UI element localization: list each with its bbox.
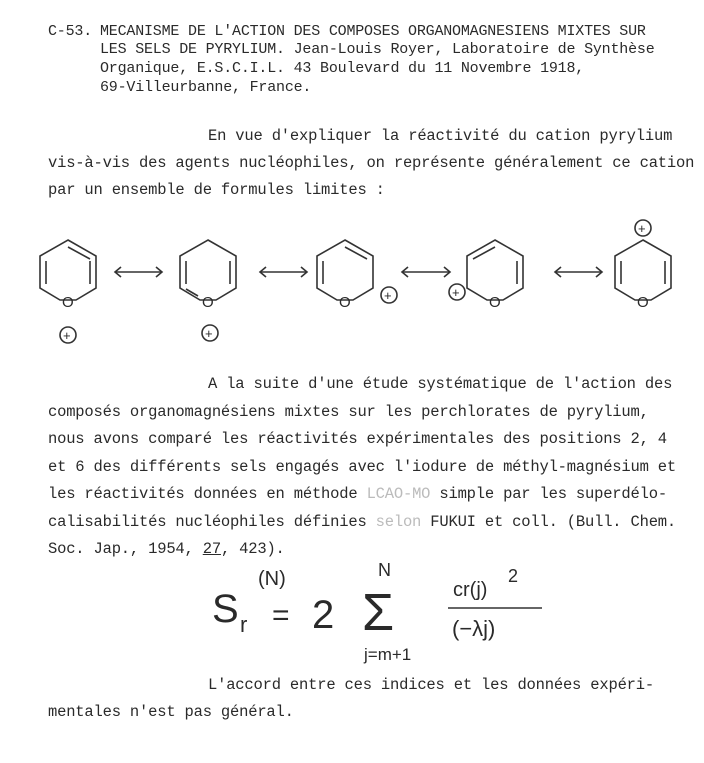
formula-numerator: cr(j) [453, 579, 488, 601]
text-line: par un ensemble de formules limites : [48, 181, 385, 199]
affiliation-line: Organique, E.S.C.I.L. 43 Boulevard du 11 Novembre 1918, [100, 60, 585, 77]
formula-upper-limit: N [378, 560, 391, 580]
formula-denominator: (−λj) [452, 616, 496, 641]
abstract-code: C-53. [48, 23, 93, 40]
text: , 423). [220, 540, 285, 558]
text-line: L'accord entre ces indices et les données expéri- [208, 676, 654, 694]
formula-superscript: (N) [258, 568, 286, 590]
text-line: nous avons comparé les réactivités expérimentales des positions 2, 4 [48, 430, 667, 448]
text: Soc. Jap., 1954, [48, 540, 203, 558]
charge-label: + [384, 288, 392, 303]
text: FUKUI et coll. (Bull. Chem. [421, 513, 677, 531]
text-line: et 6 des différents sels engagés avec l'iodure de méthyl-magnésium et [48, 458, 677, 476]
formula-coefficient: 2 [312, 593, 335, 637]
text-line: A la suite d'une étude systématique de l'action des [208, 375, 673, 393]
oxygen-label: O [489, 294, 501, 311]
formula-equals: = [272, 599, 290, 632]
title-line: LES SELS DE PYRYLIUM. Jean-Louis Royer, Laboratoire de Synthèse [100, 41, 655, 58]
text: calisabilités nucléophiles définies [48, 513, 376, 531]
charge-label: + [638, 221, 646, 236]
charge-label: + [205, 326, 213, 341]
charge-label: + [452, 285, 460, 300]
title-line: MECANISME DE L'ACTION DES COMPOSES ORGANOMAGNESIENS MIXTES SUR [100, 23, 646, 40]
formula-subscript: r [240, 612, 248, 637]
text-line: composés organomagnésiens mixtes sur les perchlorates de pyrylium, [48, 403, 649, 421]
formula-s: S [212, 587, 239, 631]
text-line: En vue d'expliquer la réactivité du cation pyrylium [208, 127, 673, 145]
formula-lower-limit: j=m+1 [364, 645, 412, 664]
affiliation-line: 69-Villeurbanne, France. [100, 79, 312, 96]
text: les réactivités données en méthode [48, 485, 367, 503]
volume-number: 27 [202, 540, 221, 558]
formula-exponent: 2 [508, 566, 519, 586]
text: simple par les superdélo- [430, 485, 667, 503]
oxygen-label: O [637, 294, 649, 311]
faint-text: LCAO-MO [366, 485, 431, 503]
faint-text: selon [375, 513, 422, 531]
charge-label: + [63, 328, 71, 343]
oxygen-label: O [202, 294, 214, 311]
oxygen-label: O [62, 294, 74, 311]
oxygen-label: O [339, 294, 351, 311]
text-line: mentales n'est pas général. [48, 703, 294, 721]
formula-sigma: Σ [362, 584, 395, 642]
text-line: vis-à-vis des agents nucléophiles, on représente généralement ce cation [48, 154, 695, 172]
